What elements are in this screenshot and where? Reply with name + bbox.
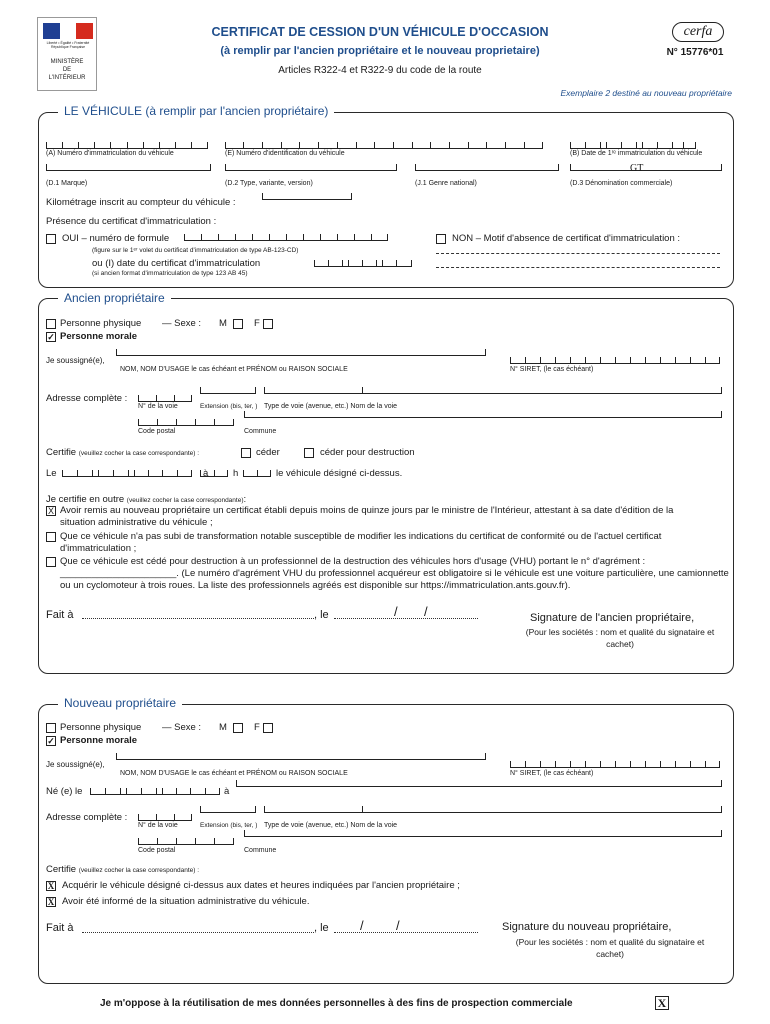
- nouveau-extension-field[interactable]: [200, 812, 256, 813]
- cession-hour-field[interactable]: [200, 468, 228, 477]
- ancien-name-field[interactable]: [116, 355, 486, 356]
- ancien-street-field[interactable]: [264, 393, 722, 394]
- exemplaire-note: Exemplaire 2 destiné au nouveau propriétaire: [560, 88, 732, 98]
- ancien-extension-label: Extension (bis, ter, ): [200, 403, 258, 410]
- ancien-siret-field[interactable]: [510, 355, 720, 364]
- commercial-name-label: (D.3 Dénomination commerciale): [570, 180, 673, 187]
- nouveau-a-label: à: [224, 786, 230, 797]
- nouveau-siret-label: N° SIRET, (le cas échéant): [510, 770, 594, 777]
- ancien-le-label: , le: [314, 609, 329, 621]
- nouveau-f-checkbox[interactable]: [263, 723, 273, 733]
- logo-motto: Liberté • Égalité • Fraternité République Française: [46, 41, 90, 49]
- nouveau-m-label: M: [219, 722, 227, 733]
- nouveau-certifie-label: Certifie (veuillez cocher la case correspondante) :: [46, 864, 200, 875]
- ancien-extension-field[interactable]: [200, 393, 256, 394]
- nouveau-le-label: , le: [314, 922, 329, 934]
- ancien-postal-code-label: Code postal: [138, 428, 176, 435]
- genre-value: GT: [630, 163, 644, 174]
- ancien-soussigne-label: Je soussigné(e),: [46, 356, 105, 365]
- type-field[interactable]: [225, 170, 397, 171]
- form-number-field[interactable]: [184, 232, 388, 241]
- nouveau-siret-field[interactable]: [510, 759, 720, 768]
- oui-checkbox[interactable]: [46, 234, 56, 244]
- genre-field[interactable]: [415, 170, 559, 171]
- type-label: (D.2 Type, variante, version): [225, 180, 313, 187]
- ancien-postal-code-field[interactable]: [138, 417, 234, 426]
- nouveau-option2-checkbox[interactable]: X: [47, 897, 55, 907]
- vin-field[interactable]: [225, 140, 543, 149]
- certificate-date-note: (si ancien format d'immatriculation de type 123 AB 45): [92, 270, 248, 277]
- nouveau-birthplace-field[interactable]: [236, 786, 722, 787]
- certificate-date-field[interactable]: [314, 258, 412, 267]
- oui-label: OUI – numéro de formule: [62, 233, 170, 244]
- ancien-physique-label: Personne physique: [60, 318, 142, 329]
- genre-label: (J.1 Genre national): [415, 180, 477, 187]
- absence-reason-line-1[interactable]: [436, 253, 720, 254]
- nouveau-street-field[interactable]: [264, 812, 722, 813]
- non-label: NON – Motif d'absence de certificat d'immatriculation :: [452, 233, 681, 244]
- cerfa-number: N° 15776*01: [666, 47, 724, 58]
- nouveau-physique-checkbox[interactable]: [46, 723, 56, 733]
- ancien-option3-checkbox[interactable]: [46, 557, 56, 567]
- ancien-option3-text: Que ce véhicule est cédé pour destruction à un professionnel de la destruction des véhicules hors d'usage (VHU) portant le n° d'agrément : ______________________. (Le numéro d'agrément VHU du professionnel acquéreur est obligatoire si le véhicule est une voiture particulière, une camionnette ou un cyclomoteur à trois roues. La liste des professionnels agréés est disponible sur https://immatriculation.ants.gouv.fr).: [60, 556, 729, 591]
- nouveau-name-field[interactable]: [116, 759, 486, 760]
- nouveau-signature-note: (Pour les sociétés : nom et qualité du signataire et cachet): [515, 937, 705, 959]
- ancien-section-title: Ancien propriétaire: [58, 291, 171, 305]
- nouveau-date-slash-1: /: [360, 918, 364, 933]
- ancien-f-checkbox[interactable]: [263, 319, 273, 329]
- nouveau-section-title: Nouveau propriétaire: [58, 696, 182, 710]
- ancien-certifie-label: Certifie (veuillez cocher la case correspondante) :: [46, 447, 200, 458]
- absence-reason-line-2[interactable]: [436, 267, 720, 268]
- ceder-destruction-checkbox[interactable]: [304, 448, 314, 458]
- nouveau-option1-checkbox[interactable]: X: [47, 881, 55, 891]
- ancien-city-label: Commune: [244, 428, 277, 435]
- ancien-street-number-label: N° de la voie: [138, 403, 178, 410]
- nouveau-sexe-label: — Sexe :: [162, 722, 202, 733]
- ancien-fait-a-label: Fait à: [46, 609, 74, 621]
- ministry-logo: [37, 17, 97, 91]
- nouveau-soussigne-label: Je soussigné(e),: [46, 760, 105, 769]
- document-title: CERTIFICAT DE CESSION D'UN VÉHICULE D'OCCASION: [211, 25, 549, 39]
- nouveau-city-label: Commune: [244, 847, 277, 854]
- cession-designe-label: le véhicule désigné ci-dessus.: [276, 468, 403, 479]
- vin-label: (E) Numéro d'identification du véhicule: [225, 150, 345, 157]
- mileage-field[interactable]: [262, 199, 352, 200]
- vehicle-section-title: LE VÉHICULE (à remplir par l'ancien propriétaire): [58, 104, 334, 118]
- nouveau-street-number-field[interactable]: [138, 812, 192, 821]
- articles-ref: Articles R322-4 et R322-9 du code de la route: [278, 65, 482, 76]
- ancien-siret-label: N° SIRET, (le cas échéant): [510, 366, 594, 373]
- en-outre-label: Je certifie en outre (veuillez cocher la case correspondante):: [46, 494, 247, 505]
- first-registration-date-field[interactable]: [570, 140, 696, 149]
- ancien-f-label: F: [254, 318, 260, 329]
- nouveau-fait-a-field[interactable]: [82, 932, 314, 933]
- ancien-morale-checkbox[interactable]: ✓: [47, 332, 55, 342]
- nouveau-adresse-label: Adresse complète :: [46, 812, 128, 823]
- nouveau-sign-date-field[interactable]: [334, 932, 478, 933]
- brand-field[interactable]: [46, 170, 211, 171]
- cession-minute-field[interactable]: [243, 468, 271, 477]
- flag-icon: [43, 23, 93, 39]
- ancien-sexe-label: — Sexe :: [162, 318, 202, 329]
- cession-a-label: à: [203, 468, 209, 479]
- oui-note: (figure sur le 1ᵉʳ volet du certificat d'immatriculation de type AB-123-CD): [92, 247, 299, 254]
- nouveau-street-label: Type de voie (avenue, etc.) Nom de la voie: [264, 822, 398, 829]
- cession-le-label: Le: [46, 468, 57, 479]
- ancien-m-checkbox[interactable]: [233, 319, 243, 329]
- cession-date-field[interactable]: [62, 468, 192, 477]
- registration-presence-label: Présence du certificat d'immatriculation :: [46, 216, 217, 227]
- opposition-checkbox[interactable]: X: [655, 996, 669, 1010]
- nouveau-f-label: F: [254, 722, 260, 733]
- ancien-street-label: Type de voie (avenue, etc.) Nom de la voie: [264, 403, 398, 410]
- ceder-label: céder: [256, 447, 280, 458]
- certificate-date-label: ou (I) date du certificat d'immatriculation: [92, 258, 261, 269]
- nouveau-postal-code-field[interactable]: [138, 836, 234, 845]
- nouveau-date-slash-2: /: [396, 918, 400, 933]
- nouveau-postal-code-label: Code postal: [138, 847, 176, 854]
- ancien-street-number-field[interactable]: [138, 393, 192, 402]
- ancien-physique-checkbox[interactable]: [46, 319, 56, 329]
- ancien-fait-a-field[interactable]: [82, 618, 314, 619]
- opposition-label: Je m'oppose à la réutilisation de mes données personnelles à des fins de prospection commerciale: [100, 998, 573, 1009]
- ancien-sign-date-field[interactable]: [334, 618, 478, 619]
- nouveau-birthdate-field[interactable]: [90, 786, 220, 795]
- ancien-date-slash-1: /: [394, 604, 398, 619]
- nouveau-signature-label: Signature du nouveau propriétaire,: [502, 921, 672, 933]
- nouveau-ne-label: Né (e) le: [46, 786, 83, 797]
- ancien-m-label: M: [219, 318, 227, 329]
- non-checkbox[interactable]: [436, 234, 446, 244]
- nouveau-morale-checkbox[interactable]: ✓: [47, 736, 55, 746]
- nouveau-extension-label: Extension (bis, ter, ): [200, 822, 258, 829]
- ancien-name-label: NOM, NOM D'USAGE le cas échéant et PRÉNOM ou RAISON SOCIALE: [120, 366, 348, 373]
- ancien-option1-text: Avoir remis au nouveau propriétaire un certificat établi depuis moins de quinze jours par le ministre de l'Intérieur, attestant à sa date d'édition de la situation administrative du véhicule ;: [60, 505, 674, 528]
- registration-number-field[interactable]: [46, 140, 208, 149]
- ancien-adresse-label: Adresse complète :: [46, 393, 128, 404]
- nouveau-street-number-label: N° de la voie: [138, 822, 178, 829]
- ancien-signature-note: (Pour les sociétés : nom et qualité du signataire et cachet): [525, 627, 715, 649]
- ancien-signature-label: Signature de l'ancien propriétaire,: [530, 612, 695, 624]
- nouveau-morale-label: Personne morale: [60, 735, 138, 746]
- ancien-city-field[interactable]: [244, 417, 722, 418]
- nouveau-option1-text: Acquérir le véhicule désigné ci-dessus aux dates et heures indiquées par l'ancien propriétaire ;: [62, 880, 460, 891]
- ceder-checkbox[interactable]: [241, 448, 251, 458]
- commercial-name-field[interactable]: [570, 170, 722, 171]
- registration-number-label: (A) Numéro d'immatriculation du véhicule: [46, 150, 174, 157]
- nouveau-name-label: NOM, NOM D'USAGE le cas échéant et PRÉNOM ou RAISON SOCIALE: [120, 770, 348, 777]
- nouveau-m-checkbox[interactable]: [233, 723, 243, 733]
- cerfa-logo: cerfa: [672, 22, 724, 42]
- ancien-option2-text: Que ce véhicule n'a pas subi de transformation notable susceptible de modifier les indications du certificat de conformité ou de l'actuel certificat d'immatriculation ;: [60, 531, 662, 554]
- mileage-label: Kilométrage inscrit au compteur du véhicule :: [46, 197, 236, 208]
- nouveau-fait-a-label: Fait à: [46, 922, 74, 934]
- ministry-name: MINISTÈRE DE L'INTÉRIEUR: [48, 59, 86, 81]
- ancien-date-slash-2: /: [424, 604, 428, 619]
- first-registration-date-label: (B) Date de 1ʳᵉ immatriculation du véhicule: [570, 150, 703, 157]
- ancien-option2-checkbox[interactable]: [46, 532, 56, 542]
- ancien-option1-checkbox[interactable]: X: [47, 506, 54, 516]
- nouveau-physique-label: Personne physique: [60, 722, 142, 733]
- ceder-destruction-label: céder pour destruction: [320, 447, 415, 458]
- cession-h-label: h: [233, 468, 239, 479]
- document-subtitle: (à remplir par l'ancien propriétaire et le nouveau proprietaire): [220, 45, 540, 57]
- nouveau-city-field[interactable]: [244, 836, 722, 837]
- brand-label: (D.1 Marque): [46, 180, 88, 187]
- ancien-morale-label: Personne morale: [60, 331, 138, 342]
- nouveau-option2-text: Avoir été informé de la situation administrative du véhicule.: [62, 896, 310, 907]
